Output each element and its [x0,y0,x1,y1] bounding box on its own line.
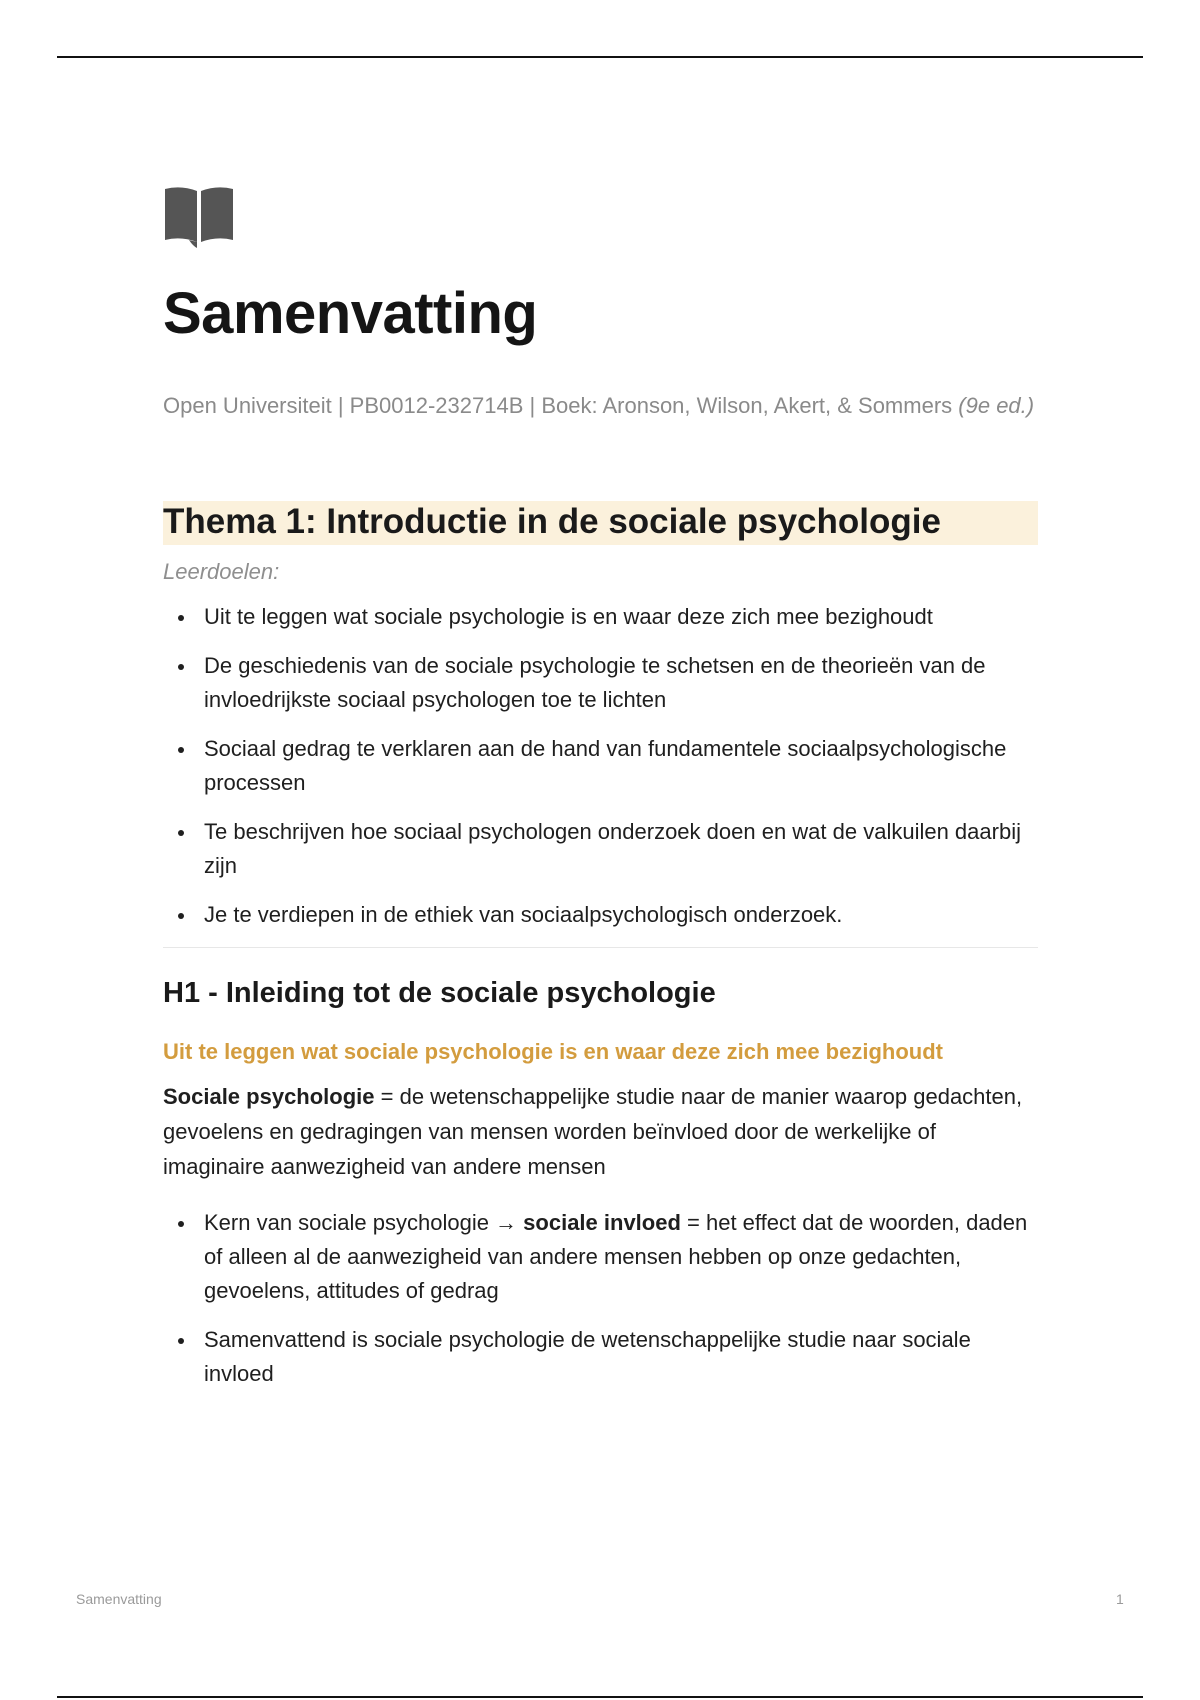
theme-heading: Thema 1: Introductie in de sociale psychologie [163,501,1038,545]
definition-term: Sociale psychologie [163,1083,375,1109]
chapter-goal-highlight: Uit te leggen wat sociale psychologie is en waar deze zich mee bezighoudt [163,1038,943,1064]
page-title: Samenvatting [163,281,538,346]
top-rule [57,56,1143,58]
book-icon [163,186,235,248]
list-item: De geschiedenis van de sociale psychologie te schetsen en de theorieën van de invloedrijkste sociaal psychologen toe te lichten [163,649,1038,717]
footer-title: Samenvatting [76,1591,162,1607]
document-subtitle [163,388,1038,423]
learning-goals-list [163,600,1038,932]
definition-text: = de wetenschappelijke studie naar de manier waarop gedachten, gevoelens en gedragingen van mensen worden beïnvloed door de werkelijke of imaginaire aanwezigheid van andere mensen [163,1083,1023,1179]
bullet-prefix: Kern van sociale psychologie → [204,1209,524,1235]
list-item [163,1206,1038,1308]
page-content [163,186,1038,1391]
bullet-text: = het effect dat de woorden, daden of alleen al de aanwezigheid van andere mensen hebben op onze gedachten, gevoelens, attitudes of gedrag [204,1209,1028,1303]
section-divider [163,947,1038,948]
list-item: Samenvattend is sociale psychologie de wetenschappelijke studie naar sociale invloed [163,1323,1038,1391]
subtitle-edition: (9e ed.) [958,392,1035,418]
bottom-rule [57,1696,1143,1698]
subtitle-source: Open Universiteit | PB0012-232714B | Boek: Aronson, Wilson, Akert, & Sommers [163,392,953,418]
list-item: Te beschrijven hoe sociaal psychologen onderzoek doen en wat de valkuilen daarbij zijn [163,815,1038,883]
list-item: Sociaal gedrag te verklaren aan de hand van fundamentele sociaalpsychologische processen [163,732,1038,800]
page-number: 1 [1116,1591,1124,1607]
definition-paragraph [163,1079,1038,1184]
list-item: Uit te leggen wat sociale psychologie is en waar deze zich mee bezighoudt [163,600,1038,634]
bullet-term: sociale invloed [523,1209,681,1235]
chapter-heading: H1 - Inleiding tot de sociale psychologie [163,976,716,1009]
leerdoelen-label: Leerdoelen: [163,558,280,584]
list-item: Je te verdiepen in de ethiek van sociaalpsychologisch onderzoek. [163,898,1038,932]
detail-list [163,1206,1038,1391]
